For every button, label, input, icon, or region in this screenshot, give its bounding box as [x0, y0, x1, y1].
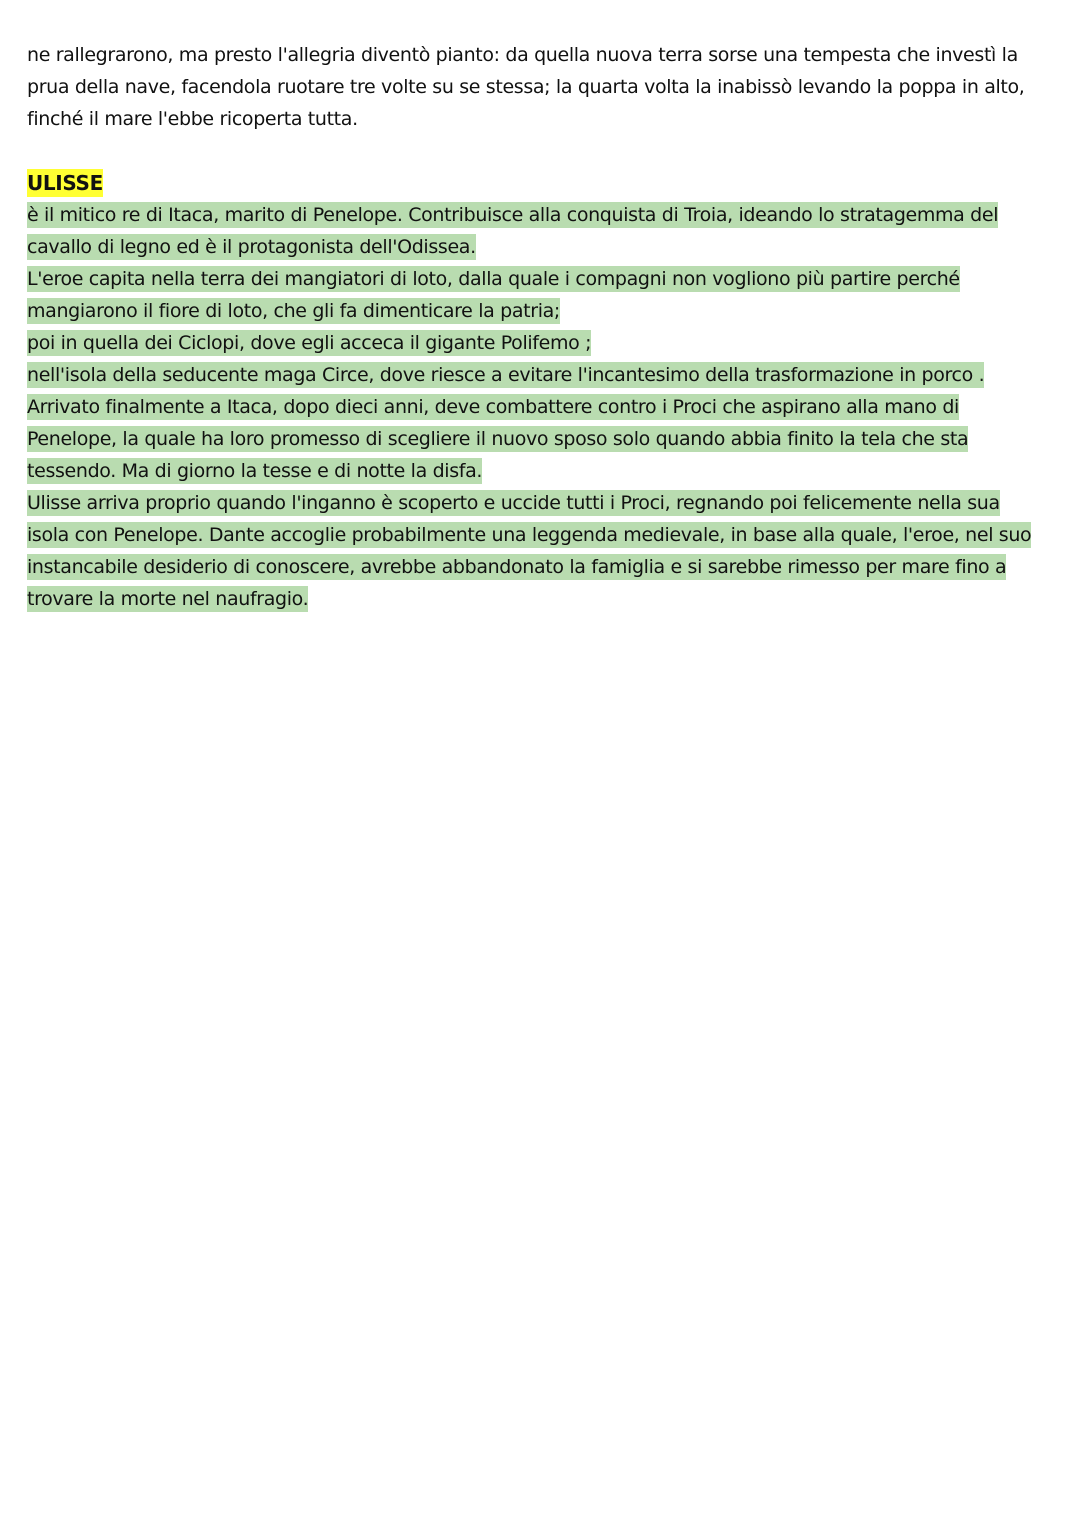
- section-line-13: [27, 583, 1057, 615]
- section-title: ULISSE: [27, 171, 103, 195]
- highlighted-text: è il mitico re di Itaca, marito di Penelope. Contribuisce alla conquista di Troia, ideando lo stratagemma del: [27, 204, 999, 226]
- highlighted-text: Ulisse arriva proprio quando l'inganno è scoperto e uccide tutti i Proci, regnando poi felicemente nella sua: [27, 492, 1000, 514]
- ulisse-section: [27, 167, 1057, 615]
- highlighted-text: Penelope, la quale ha loro promesso di scegliere il nuovo sposo solo quando abbia finito la tela che sta: [27, 428, 969, 450]
- section-line-8: [27, 423, 1057, 455]
- highlighted-text: L'eroe capita nella terra dei mangiatori di loto, dalla quale i compagni non vogliono più partire perché: [27, 268, 960, 290]
- highlighted-text: trovare la morte nel naufragio.: [27, 588, 309, 610]
- section-line-12: [27, 551, 1057, 583]
- intro-line-2: prua della nave, facendola ruotare tre volte su se stessa; la quarta volta la inabissò levando la poppa in alto,: [27, 76, 1025, 98]
- intro-line-1: ne rallegrarono, ma presto l'allegria diventò pianto: da quella nuova terra sorse una tempesta che investì la: [27, 44, 1018, 66]
- highlighted-text: poi in quella dei Ciclopi, dove egli acceca il gigante Polifemo ;: [27, 332, 592, 354]
- section-line-3: [27, 263, 1057, 295]
- intro-paragraph: [27, 39, 1057, 135]
- section-line-1: [27, 199, 1057, 231]
- section-line-7: [27, 391, 1057, 423]
- highlighted-text: cavallo di legno ed è il protagonista dell'Odissea.: [27, 236, 476, 258]
- highlighted-text: nell'isola della seducente maga Circe, dove riesce a evitare l'incantesimo della trasformazione in porco .: [27, 364, 985, 386]
- highlighted-text: Arrivato finalmente a Itaca, dopo dieci anni, deve combattere contro i Proci che aspirano alla mano di: [27, 396, 959, 418]
- section-line-4: [27, 295, 1057, 327]
- section-line-11: [27, 519, 1057, 551]
- section-line-2: [27, 231, 1057, 263]
- highlighted-text: isola con Penelope. Dante accoglie probabilmente una leggenda medievale, in base alla quale, l'eroe, nel suo: [27, 524, 1032, 546]
- document-page: [27, 39, 1057, 615]
- highlighted-text: mangiarono il fiore di loto, che gli fa dimenticare la patria;: [27, 300, 560, 322]
- highlighted-text: tessendo. Ma di giorno la tesse e di notte la disfa.: [27, 460, 483, 482]
- section-line-10: [27, 487, 1057, 519]
- highlighted-text: instancabile desiderio di conoscere, avrebbe abbandonato la famiglia e si sarebbe rimesso per mare fino a: [27, 556, 1007, 578]
- section-line-5: [27, 327, 1057, 359]
- section-title-line: [27, 167, 1057, 199]
- intro-line-3: finché il mare l'ebbe ricoperta tutta.: [27, 108, 358, 130]
- section-line-9: [27, 455, 1057, 487]
- section-line-6: [27, 359, 1057, 391]
